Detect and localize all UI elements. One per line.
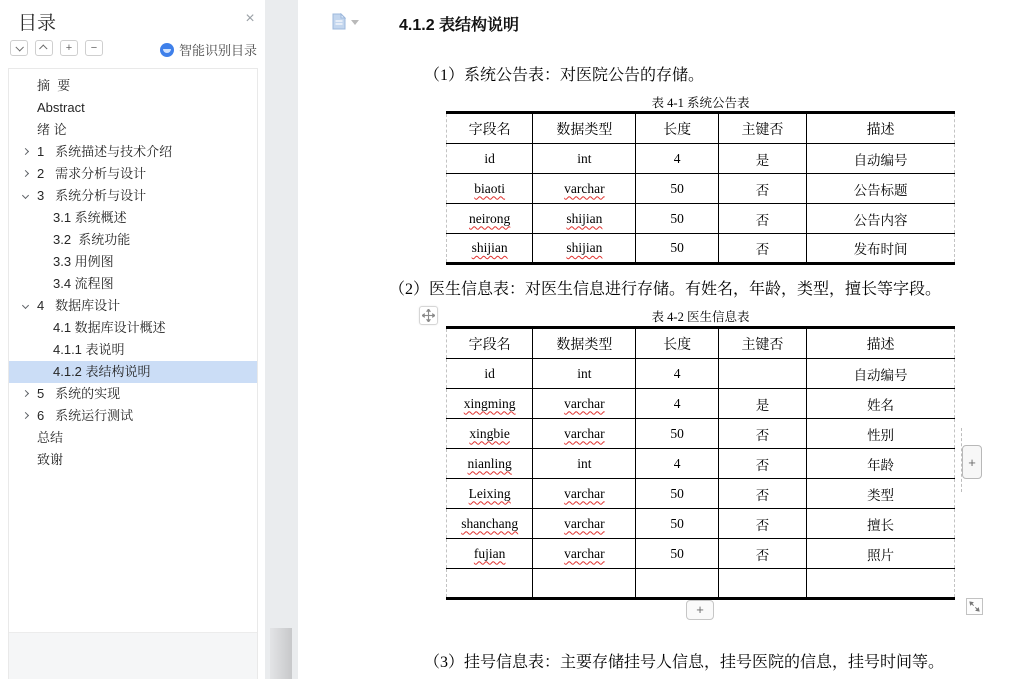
toc-item[interactable] (9, 361, 257, 383)
table-cell[interactable]: varchar (533, 509, 636, 539)
table-header-cell: 长度 (636, 113, 718, 144)
table-cell[interactable]: Leixing (447, 479, 533, 509)
table-cell[interactable]: 年龄 (807, 449, 955, 479)
table-cell[interactable]: 50 (636, 509, 718, 539)
toc-item-label: 3.4 流程图 (53, 276, 114, 291)
table-cell[interactable]: 性别 (807, 419, 955, 449)
table-cell[interactable]: shijian (533, 234, 636, 264)
table-row (447, 539, 955, 569)
table-cell[interactable]: 发布时间 (807, 234, 955, 264)
table-cell[interactable]: fujian (447, 539, 533, 569)
table1-caption: 表 4-1 系统公告表 (651, 96, 750, 110)
table-cell[interactable]: xingming (447, 389, 533, 419)
toc-item[interactable] (9, 75, 257, 97)
chevron-right-icon[interactable] (22, 148, 29, 155)
toc-item[interactable] (9, 207, 257, 229)
table-header-cell: 描述 (807, 328, 955, 359)
plus-icon[interactable]: + (60, 40, 78, 56)
table-cell[interactable]: int (533, 449, 636, 479)
table-cell[interactable]: varchar (533, 539, 636, 569)
paragraph-2: （2）医生信息表：对医生信息进行存储。有姓名，年龄，类型，擅长等字段。 (389, 281, 942, 298)
table-cell[interactable]: xingbie (447, 419, 533, 449)
paragraph-3: （3）挂号信息表：主要存储挂号人信息，挂号医院的信息，挂号时间等。 (424, 654, 945, 671)
table-cell[interactable]: 4 (636, 359, 718, 389)
toc-item-label: 绪 论 (37, 122, 67, 137)
toc-item-label: 3.3 用例图 (53, 254, 114, 269)
table-cell[interactable]: 姓名 (807, 389, 955, 419)
table-cell[interactable]: 公告内容 (807, 204, 955, 234)
table-row (447, 479, 955, 509)
table-system-notice[interactable] (446, 111, 955, 265)
toc-item-label: 4 数据库设计 (37, 298, 121, 313)
toc-item-label: 4.1 数据库设计概述 (53, 320, 166, 335)
toc-item[interactable] (9, 229, 257, 251)
toc-item[interactable] (9, 449, 257, 471)
toc-item[interactable] (9, 163, 257, 185)
toc-list (9, 75, 257, 471)
table-row (447, 359, 955, 389)
toc-item-label: 4.1.1 表说明 (53, 342, 125, 357)
toc-list-container (8, 68, 258, 679)
table-row (447, 204, 955, 234)
toc-item-label: 1 系统描述与技术介绍 (37, 144, 173, 159)
table-cell[interactable]: id (447, 359, 533, 389)
table-resize-icon[interactable] (966, 598, 983, 615)
toc-toolbar (0, 38, 265, 62)
add-column-button[interactable]: + (962, 445, 982, 479)
table-doctor-info[interactable] (446, 326, 955, 600)
table-cell[interactable]: 擅长 (807, 509, 955, 539)
toc-item[interactable] (9, 141, 257, 163)
chevron-right-icon[interactable] (22, 390, 29, 397)
table-row (447, 419, 955, 449)
table-cell[interactable]: 否 (718, 449, 806, 479)
table-cell[interactable]: 自动编号 (807, 359, 955, 389)
table-cell[interactable]: shijian (533, 204, 636, 234)
table-cell[interactable]: 否 (718, 204, 806, 234)
table-header-cell: 数据类型 (533, 328, 636, 359)
table-cell[interactable]: id (447, 144, 533, 174)
minus-icon[interactable]: − (85, 40, 103, 56)
toc-item[interactable] (9, 405, 257, 427)
table-cell[interactable]: 否 (718, 234, 806, 264)
table-cell[interactable]: 50 (636, 539, 718, 569)
table2-caption: 表 4-2 医生信息表 (651, 310, 750, 324)
table-row (447, 174, 955, 204)
table-header-cell: 长度 (636, 328, 718, 359)
toc-item-label: 摘 要 (37, 78, 71, 93)
table-row (447, 234, 955, 264)
table-cell[interactable]: varchar (533, 479, 636, 509)
table-header-cell: 主键否 (718, 113, 806, 144)
toc-item-label: 3.1 系统概述 (53, 210, 127, 225)
chevron-right-icon[interactable] (22, 412, 29, 419)
table-row (447, 569, 955, 599)
scrollbar-thumb[interactable] (270, 628, 292, 679)
toc-panel-footer (9, 632, 257, 679)
table-cell[interactable]: 否 (718, 539, 806, 569)
table-cell[interactable] (718, 359, 806, 389)
table-cell[interactable] (718, 569, 806, 599)
smart-toc-label: 智能识别目录 (178, 43, 257, 58)
toc-item[interactable] (9, 317, 257, 339)
table-cell[interactable]: 50 (636, 479, 718, 509)
table-cell[interactable]: 4 (636, 389, 718, 419)
table-cell[interactable]: varchar (533, 389, 636, 419)
toc-item[interactable] (9, 119, 257, 141)
toc-item-label: 4.1.2 表结构说明 (53, 364, 151, 379)
table-cell[interactable]: 4 (636, 449, 718, 479)
toc-item[interactable] (9, 427, 257, 449)
toc-item[interactable] (9, 339, 257, 361)
table-cell[interactable] (533, 569, 636, 599)
toc-item[interactable] (9, 97, 257, 119)
chevron-down-icon (351, 20, 359, 25)
table-cell[interactable] (807, 569, 955, 599)
toc-item-label: 2 需求分析与设计 (37, 166, 147, 181)
table-header-cell: 描述 (807, 113, 955, 144)
table-cell[interactable]: nianling (447, 449, 533, 479)
table-header-cell: 字段名 (447, 328, 533, 359)
toc-panel (0, 0, 265, 679)
panel-page-gutter (265, 0, 298, 679)
table-cell[interactable]: int (533, 359, 636, 389)
table-move-handle-icon[interactable] (419, 306, 438, 325)
table-cell[interactable]: 自动编号 (807, 144, 955, 174)
toc-item[interactable] (9, 251, 257, 273)
table-cell[interactable]: 50 (636, 234, 718, 264)
table-cell[interactable] (447, 569, 533, 599)
table-cell[interactable]: varchar (533, 174, 636, 204)
table-cell[interactable]: biaoti (447, 174, 533, 204)
heading-collapse-icon[interactable] (332, 13, 362, 31)
toc-item[interactable] (9, 185, 257, 207)
toc-item-label: 6 系统运行测试 (37, 408, 134, 423)
table-header-cell: 数据类型 (533, 113, 636, 144)
table-cell[interactable] (636, 569, 718, 599)
toc-item-label: Abstract (37, 100, 85, 115)
table-cell[interactable]: neirong (447, 204, 533, 234)
toc-item-label: 致谢 (37, 452, 64, 467)
table-row (447, 144, 955, 174)
table-cell[interactable]: 类型 (807, 479, 955, 509)
close-icon[interactable]: × (245, 10, 255, 27)
table-cell[interactable]: shijian (447, 234, 533, 264)
table-cell[interactable]: shanchang (447, 509, 533, 539)
table-row (447, 509, 955, 539)
chevron-down-icon[interactable] (10, 40, 28, 56)
add-row-button[interactable]: + (686, 600, 714, 620)
chevron-up-icon[interactable] (35, 40, 53, 56)
table-header-cell: 主键否 (718, 328, 806, 359)
toc-item-label: 5 系统的实现 (37, 386, 121, 401)
table-cell[interactable]: 50 (636, 174, 718, 204)
table-cell[interactable]: 否 (718, 419, 806, 449)
chevron-down-icon[interactable] (22, 302, 29, 309)
document-page (298, 0, 1017, 679)
chevron-right-icon[interactable] (22, 170, 29, 177)
toc-item[interactable] (9, 383, 257, 405)
table-cell[interactable]: 照片 (807, 539, 955, 569)
section-heading: 4.1.2 表结构说明 (399, 17, 520, 34)
table-cell[interactable]: 50 (636, 419, 718, 449)
toc-panel-title: 目录 (18, 13, 57, 34)
smart-toc-icon (160, 43, 174, 57)
toc-item[interactable] (9, 273, 257, 295)
table-cell[interactable]: int (533, 144, 636, 174)
table-cell[interactable]: varchar (533, 419, 636, 449)
table-row (447, 449, 955, 479)
table-cell[interactable]: 否 (718, 479, 806, 509)
table-header-cell: 字段名 (447, 113, 533, 144)
toc-item-label: 3 系统分析与设计 (37, 188, 147, 203)
table-cell[interactable]: 是 (718, 144, 806, 174)
paragraph-1: （1）系统公告表：对医院公告的存储。 (424, 67, 705, 84)
table-cell[interactable]: 公告标题 (807, 174, 955, 204)
table-cell[interactable]: 50 (636, 204, 718, 234)
table-row (447, 389, 955, 419)
table-cell[interactable]: 否 (718, 509, 806, 539)
chevron-down-icon[interactable] (22, 192, 29, 199)
table-cell[interactable]: 是 (718, 389, 806, 419)
table-cell[interactable]: 4 (636, 144, 718, 174)
smart-toc-button[interactable] (160, 40, 257, 59)
toc-item[interactable] (9, 295, 257, 317)
toc-item-label: 总结 (37, 430, 64, 445)
toc-item-label: 3.2 系统功能 (53, 232, 131, 247)
table-cell[interactable]: 否 (718, 174, 806, 204)
